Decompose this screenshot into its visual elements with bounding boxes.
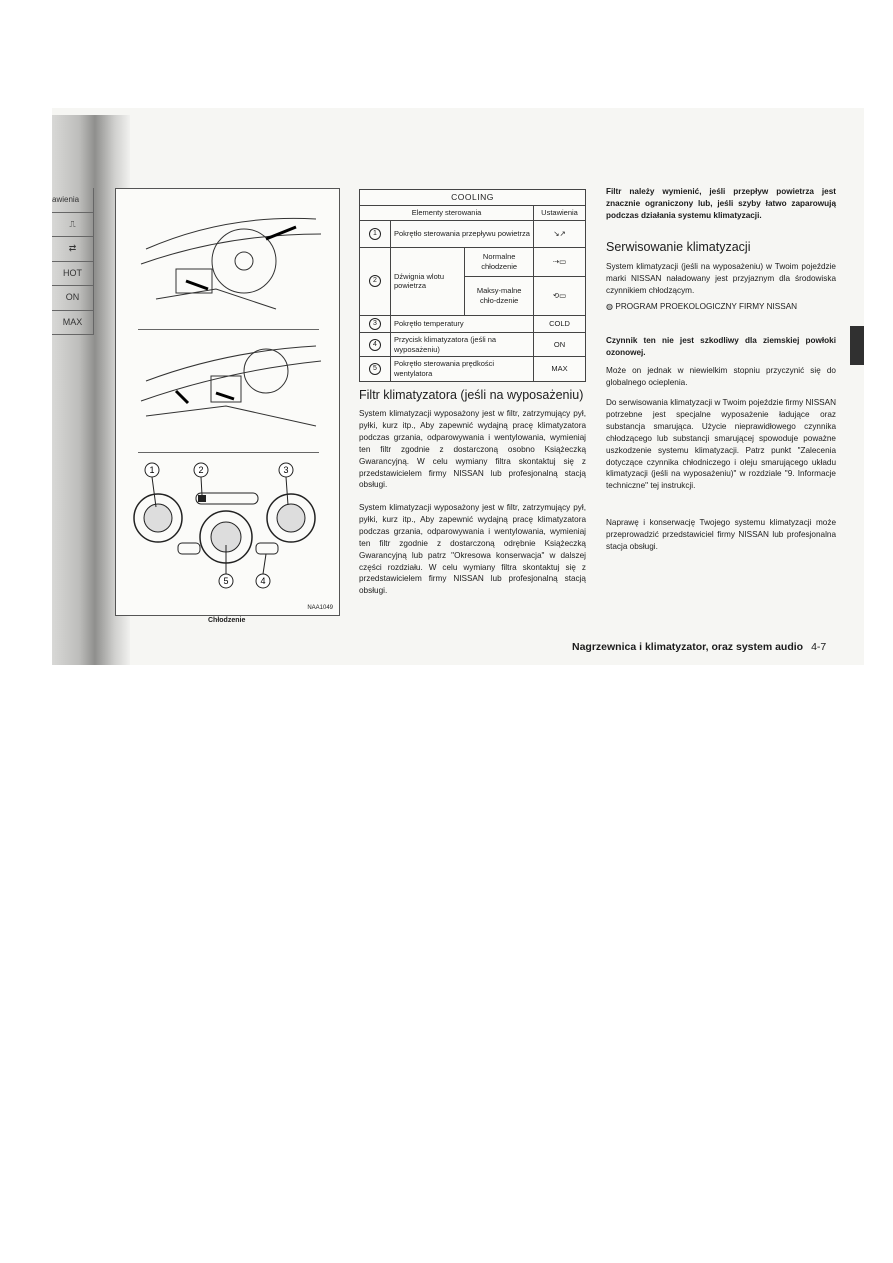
row-label: Pokrętło sterowania prędkości wentylatora — [391, 357, 534, 382]
tab-hot: HOT — [52, 262, 94, 287]
row-label: Pokrętło sterowania przepływu powietrza — [391, 220, 534, 247]
sub-label: Normalne chłodzenie — [465, 248, 533, 277]
filter-warning: Filtr należy wymienić, jeśli przepływ powietrza jest znacznie ograniczony lub, jeśli szyby łatwo zaparowują podczas działania systemu klimatyzacji. — [606, 187, 836, 220]
row-setting: COLD — [534, 315, 586, 332]
tab-label: awienia — [52, 188, 94, 213]
eco-program-line — [606, 301, 836, 313]
row-number: 4 — [369, 339, 381, 351]
svg-text:1: 1 — [149, 465, 155, 475]
row-number: 5 — [369, 363, 381, 375]
table-row — [360, 220, 586, 247]
svg-text:4: 4 — [260, 576, 266, 586]
svg-text:2: 2 — [198, 465, 204, 475]
control-panel-illustration — [116, 455, 339, 610]
page-number: 4-7 — [811, 641, 827, 653]
row-label: Pokrętło temperatury — [391, 315, 534, 332]
tab-max: MAX — [52, 311, 94, 336]
service-paragraph-4: Naprawę i konserwację Twojego systemu klimatyzacji może przeprowadzić przedstawiciel firmy NISSAN lub profesjonalna stacja obsługi. — [606, 518, 836, 551]
service-heading: Serwisowanie klimatyzacji — [606, 240, 751, 254]
table-title: COOLING — [360, 190, 586, 206]
figure-code: NAA1049 — [307, 605, 333, 611]
defrost-icon: ⎍ — [52, 213, 94, 238]
eco-globe-icon: ◍ — [606, 302, 616, 311]
table-row — [360, 247, 586, 276]
eco-program-text: PROGRAM PROEKOLOGICZNY FIRMY NISSAN — [615, 302, 798, 311]
row-number: 3 — [369, 318, 381, 330]
col-header-elements: Elementy sterowania — [360, 206, 534, 221]
filter-paragraph-1: System klimatyzacji wyposażony jest w filtr, zatrzymujący pył, pyłki, kurz itp., Aby zapewnić wydajną pracę klimatyzatora podczas grzania, odparowywania i wentylowania, wymieniaj ten filtr zgodnie z dostarczoną osobno Książeczką Gwarancyjną. W celu wymiany filtra skontaktuj się z przedstawicielem firmy NISSAN lub profesjonalną stacją obsługi. — [359, 409, 586, 490]
recirculation-icon: ⇄ — [52, 237, 94, 262]
row-label: Dźwignia wlotu powietrza — [391, 248, 465, 315]
cooling-settings-table — [359, 189, 586, 382]
table-row — [360, 332, 586, 357]
row-label: Przycisk klimatyzatora (jeśli na wyposażeniu) — [391, 332, 534, 357]
sub-label: Maksy-malne chło-dzenie — [476, 286, 522, 305]
service-paragraph-2: Może on jednak w niewielkim stopniu przyczynić się do globalnego ocieplenia. — [606, 366, 836, 387]
face-vent-icon: ↘↗ — [534, 220, 586, 247]
svg-text:3: 3 — [283, 465, 289, 475]
fresh-air-icon: ⇢▭ — [534, 247, 586, 276]
section-tab-marker — [850, 326, 864, 365]
row-setting: ON — [534, 332, 586, 357]
figure-caption: Chłodzenie — [208, 617, 246, 624]
cooling-figure — [115, 188, 340, 616]
dashboard-illustration-lhd — [116, 189, 339, 329]
filter-heading: Filtr klimatyzatora (jeśli na wyposażeniu) — [359, 388, 584, 402]
tab-on: ON — [52, 286, 94, 311]
footer-title: Nagrzewnica i klimatyzator, oraz system audio — [572, 641, 804, 653]
recirculation-icon: ⟲▭ — [534, 276, 586, 315]
service-paragraph-1: System klimatyzacji (jeśli na wyposażeniu) w Twoim pojeździe marki NISSAN naładowany jest przyjaznym dla środowiska czynnikiem chłodzącym. — [606, 262, 836, 295]
row-number: 1 — [369, 228, 381, 240]
previous-page-tabs — [52, 188, 94, 335]
filter-paragraph-2: System klimatyzacji wyposażony jest w filtr, zatrzymujący pył, pyłki, kurz itp., Aby zapewnić wydajną pracę klimatyzatora podczas grzania, odparowywania i wentylowania, wymieniaj ten filtr zgodnie z dostarczoną odrębnie Książeczką Gwarancyjną lub patrz "Okresowa konserwacja" w dalszej części rozdziału. W celu wymiany filtra skontaktuj się z przedstawicielem firmy NISSAN lub profesjonalną stacją obsługi. — [359, 503, 586, 596]
table-row — [360, 315, 586, 332]
table-row — [360, 357, 586, 382]
row-setting: MAX — [534, 357, 586, 382]
dashboard-illustration-rhd — [116, 331, 339, 451]
page-footer — [572, 641, 826, 653]
col-header-settings: Ustawienia — [534, 206, 586, 221]
svg-text:5: 5 — [223, 576, 229, 586]
service-paragraph-3: Do serwisowania klimatyzacji w Twoim pojeździe firmy NISSAN potrzebne jest specjalne wyposażenie ładujące oraz substancja smarująca. Użycie nieprawidłowego czynnika chłodzącego lub substancji smarującej spowoduje poważne uszkodzenie systemu klimatyzacji. Patrz punkt "Zalecenia dotyczące czynnika chłodniczego i oleju smarującego układu klimatyzacji (jeśli na wyposażeniu)" w rozdziale "9. Informacje techniczne" tej instrukcji. — [606, 398, 836, 491]
row-number: 2 — [369, 275, 381, 287]
ozone-note: Czynnik ten nie jest szkodliwy dla ziemskiej powłoki ozonowej. — [606, 336, 836, 357]
